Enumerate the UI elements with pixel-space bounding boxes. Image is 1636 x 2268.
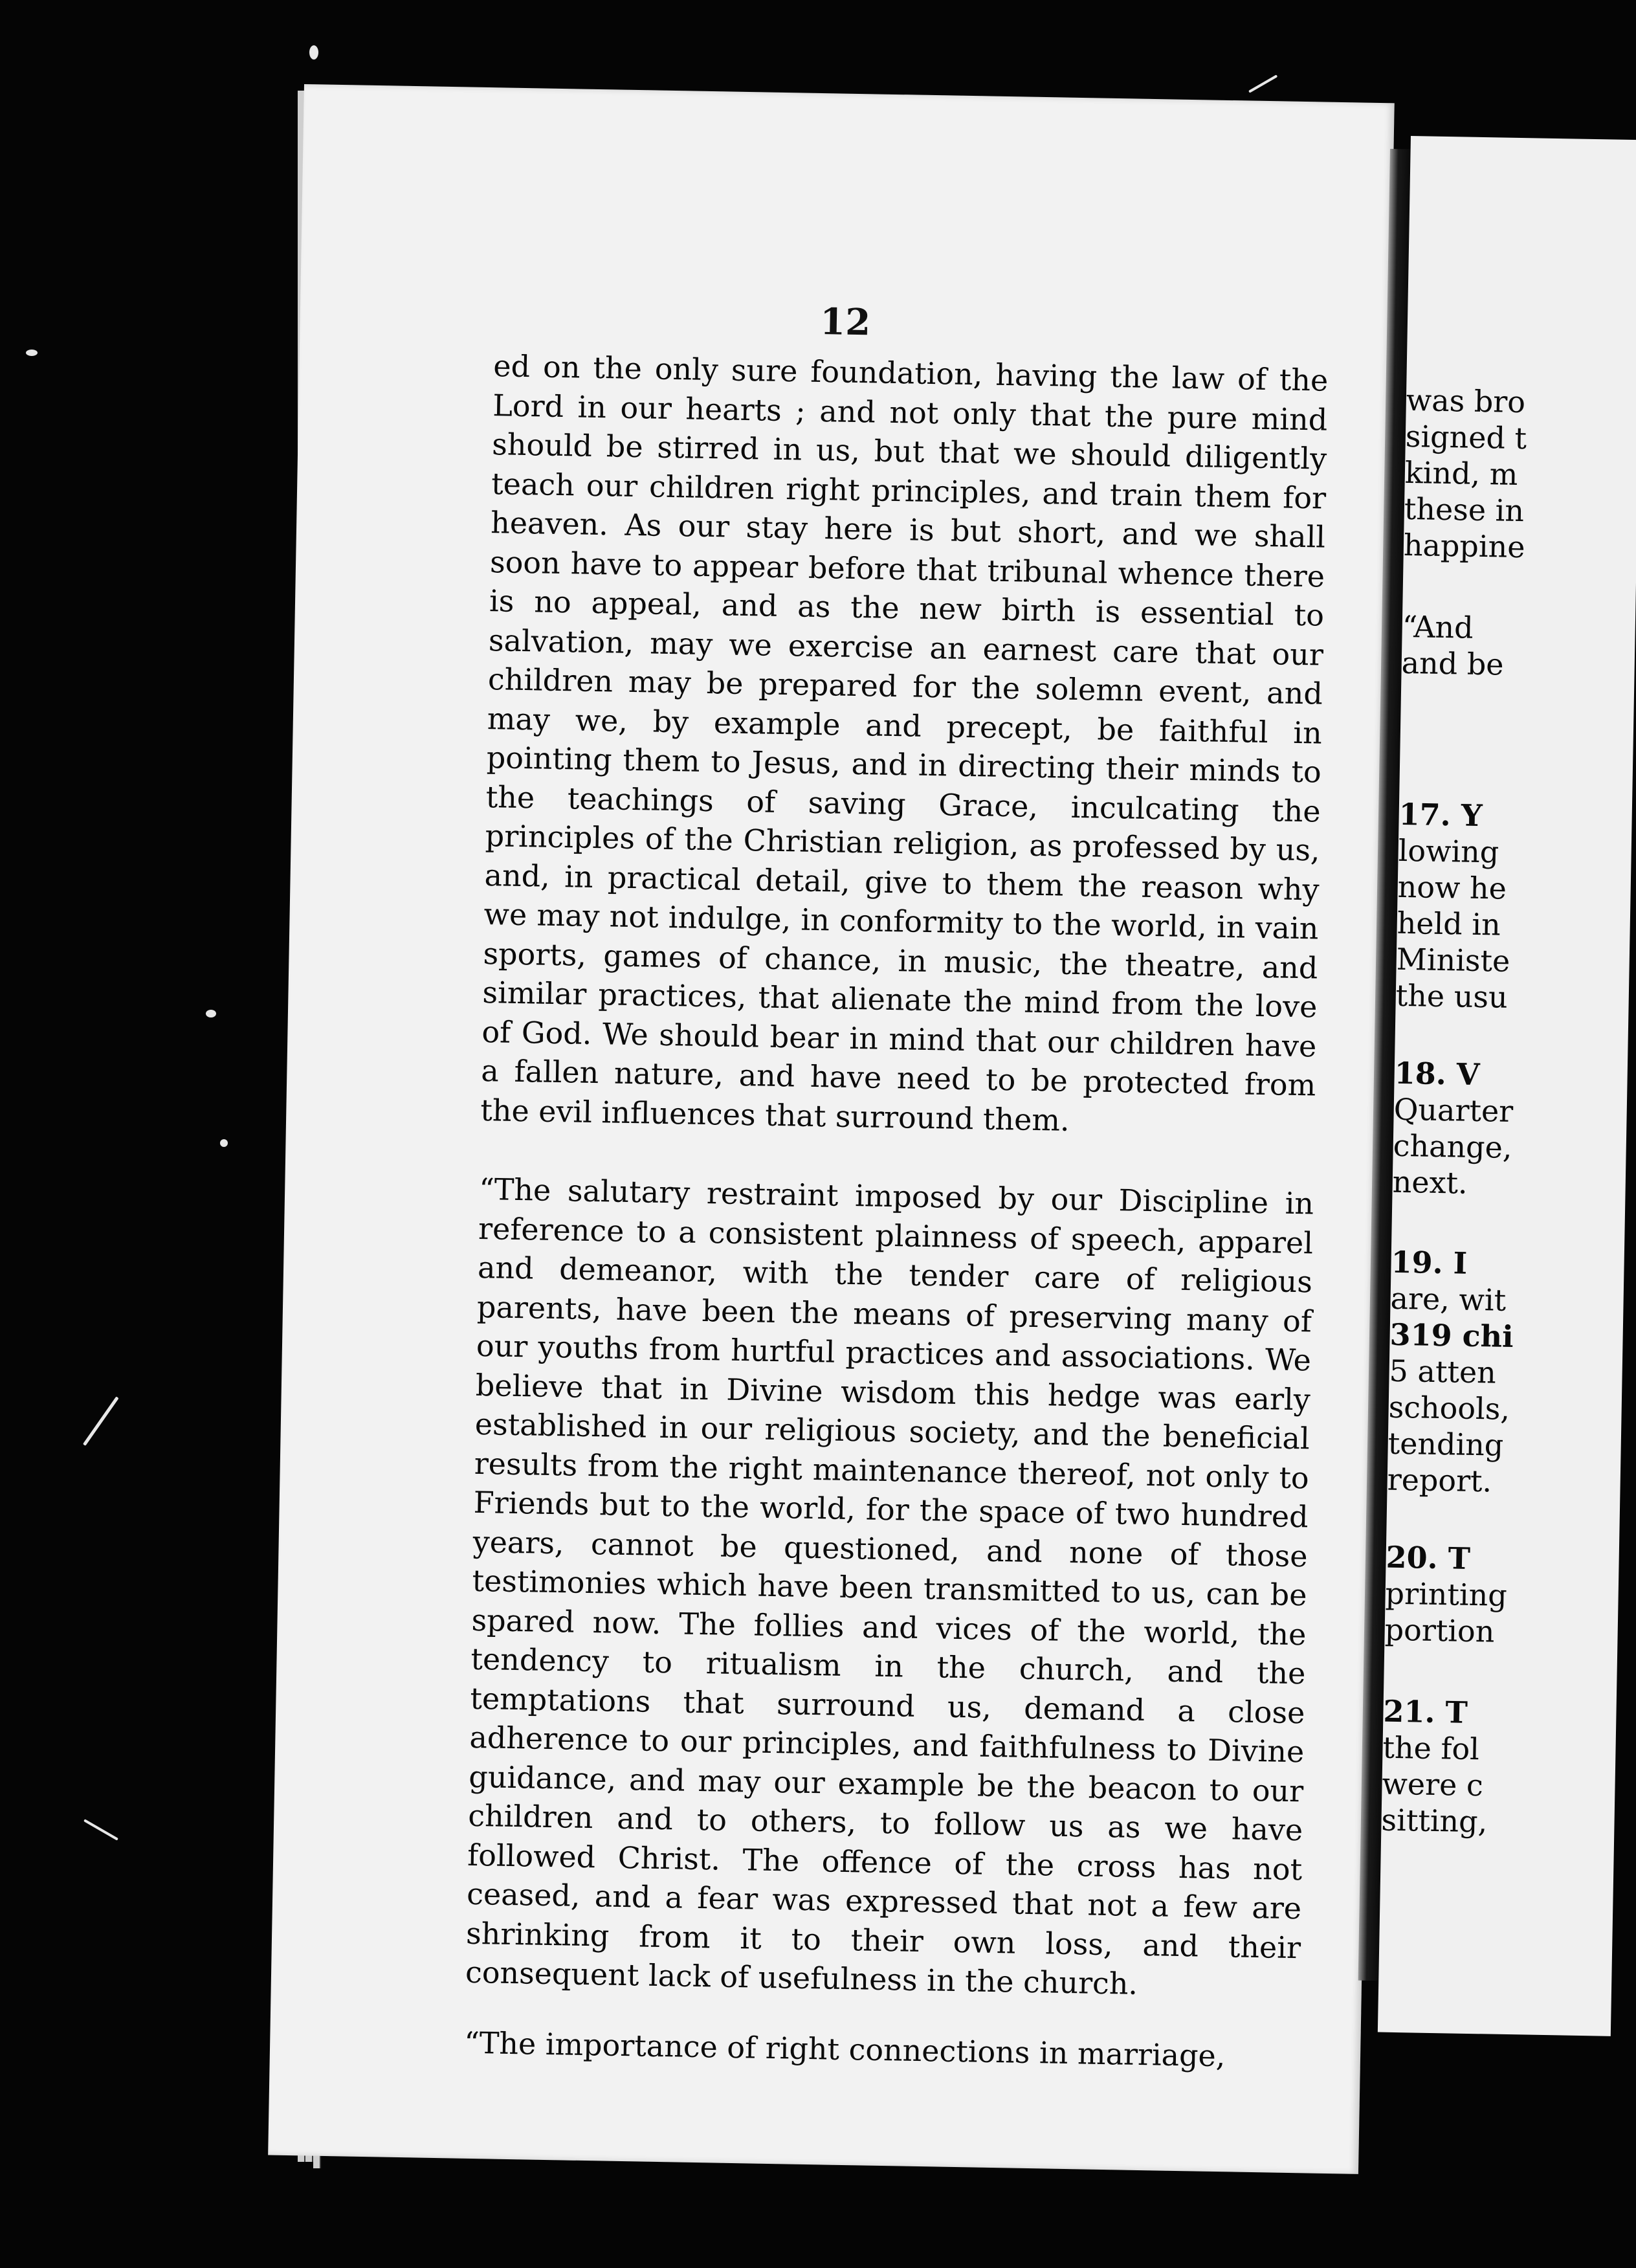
facing-line: change, (1393, 1128, 1512, 1165)
facing-line: 17. Y (1398, 796, 1483, 834)
facing-line: 21. T (1383, 1693, 1468, 1730)
film-scratch (1248, 74, 1277, 93)
facing-line: 18. V (1394, 1055, 1480, 1093)
facing-line: these in (1404, 491, 1525, 529)
facing-line: are, wit (1390, 1280, 1507, 1318)
paragraph-3: “The importance of right connections in marriage, (463, 2025, 1226, 2073)
facing-line: the fol (1382, 1729, 1480, 1767)
facing-line: schools, (1388, 1389, 1510, 1427)
facing-line: the usu (1395, 977, 1509, 1015)
facing-line: portion (1384, 1612, 1495, 1649)
facing-line: happine (1403, 527, 1525, 565)
facing-line: 19. I (1391, 1244, 1468, 1281)
facing-line: was bro (1406, 382, 1526, 420)
facing-line: and be (1401, 645, 1505, 682)
page-text (464, 346, 1329, 2076)
facing-line: sitting, (1381, 1802, 1488, 1840)
facing-line: tending (1387, 1425, 1504, 1463)
facing-line: signed t (1405, 418, 1527, 456)
facing-page (1378, 136, 1636, 2036)
facing-line: 20. T (1386, 1539, 1471, 1576)
film-scratch (83, 1819, 118, 1840)
facing-line: report. (1387, 1462, 1492, 1499)
facing-line: 5 atten (1389, 1353, 1497, 1390)
book-page (268, 84, 1395, 2174)
film-scratch (83, 1396, 119, 1446)
facing-line: Ministe (1396, 941, 1510, 979)
facing-line: “And (1402, 608, 1474, 645)
facing-line: held in (1397, 905, 1501, 942)
paragraph-1: ed on the only sure foundation, having the law of the Lord in our hearts ; and not only that the pure mind should be stirred in us, but that we should diligently teach our children right principles, and train them for heaven. As our stay here is but short, and we shall soon have to appear before that tribunal whence there is no appeal, and as the new birth is essential to salvation, may we exercise an earnest care that our children may be prepared for the solemn event, and may we, by example and precept, be faithful in pointing them to Jesus, and in directing their minds to the teachings of saving Grace, inculcating the principles of the Christian religion, as professed by us, and, in practical detail, give to them the reason why we may not indulge, in conformity to the world, in vain sports, games of chance, in music, the theatre, and similar practices, that alienate the mind from the love of God. We should bear in mind that our children have a fallen nature, and have need to be protected from the evil influences that surround them. (480, 348, 1329, 1138)
facing-line: lowing (1398, 832, 1499, 870)
film-speck (220, 1139, 228, 1147)
film-speck (309, 45, 318, 60)
film-speck (26, 350, 38, 356)
facing-line: Quarter (1393, 1091, 1514, 1129)
paragraph-2: “The salutary restraint imposed by our Discipline in reference to a consistent plainness of speech, apparel and demeanor, with the tender care of religious parents, have been the means of preserving many of our youths from hurtful practices and associations. We believe that in Divine wisdom this hedge was early established in our religious society, and the beneficial results from the right maintenance thereof, not only to Friends but to the world, for the space of two hundred years, cannot be questioned, and none of those testimonies which have been transmitted to us, can be spared now. The follies and vices of the world, the tendency to ritualism in the church, and the temptations that surround us, demand a close adherence to our principles, and faithfulness to Divine guidance, and may our example be the beacon to our children and to others, to follow us as we have followed Christ. The offence of the cross has not ceased, and a fear was expressed that not a few are shrinking from it to their own loss, and their consequent lack of usefulness in the church. (465, 1171, 1314, 2001)
film-speck (206, 1010, 216, 1017)
facing-line: 319 chi (1389, 1317, 1514, 1355)
facing-line: printing (1385, 1575, 1508, 1613)
facing-line: kind, m (1404, 454, 1518, 492)
page-number: 12 (819, 300, 871, 344)
facing-line: were c (1382, 1766, 1484, 1803)
facing-line: next. (1392, 1164, 1468, 1201)
facing-line: now he (1397, 869, 1507, 906)
